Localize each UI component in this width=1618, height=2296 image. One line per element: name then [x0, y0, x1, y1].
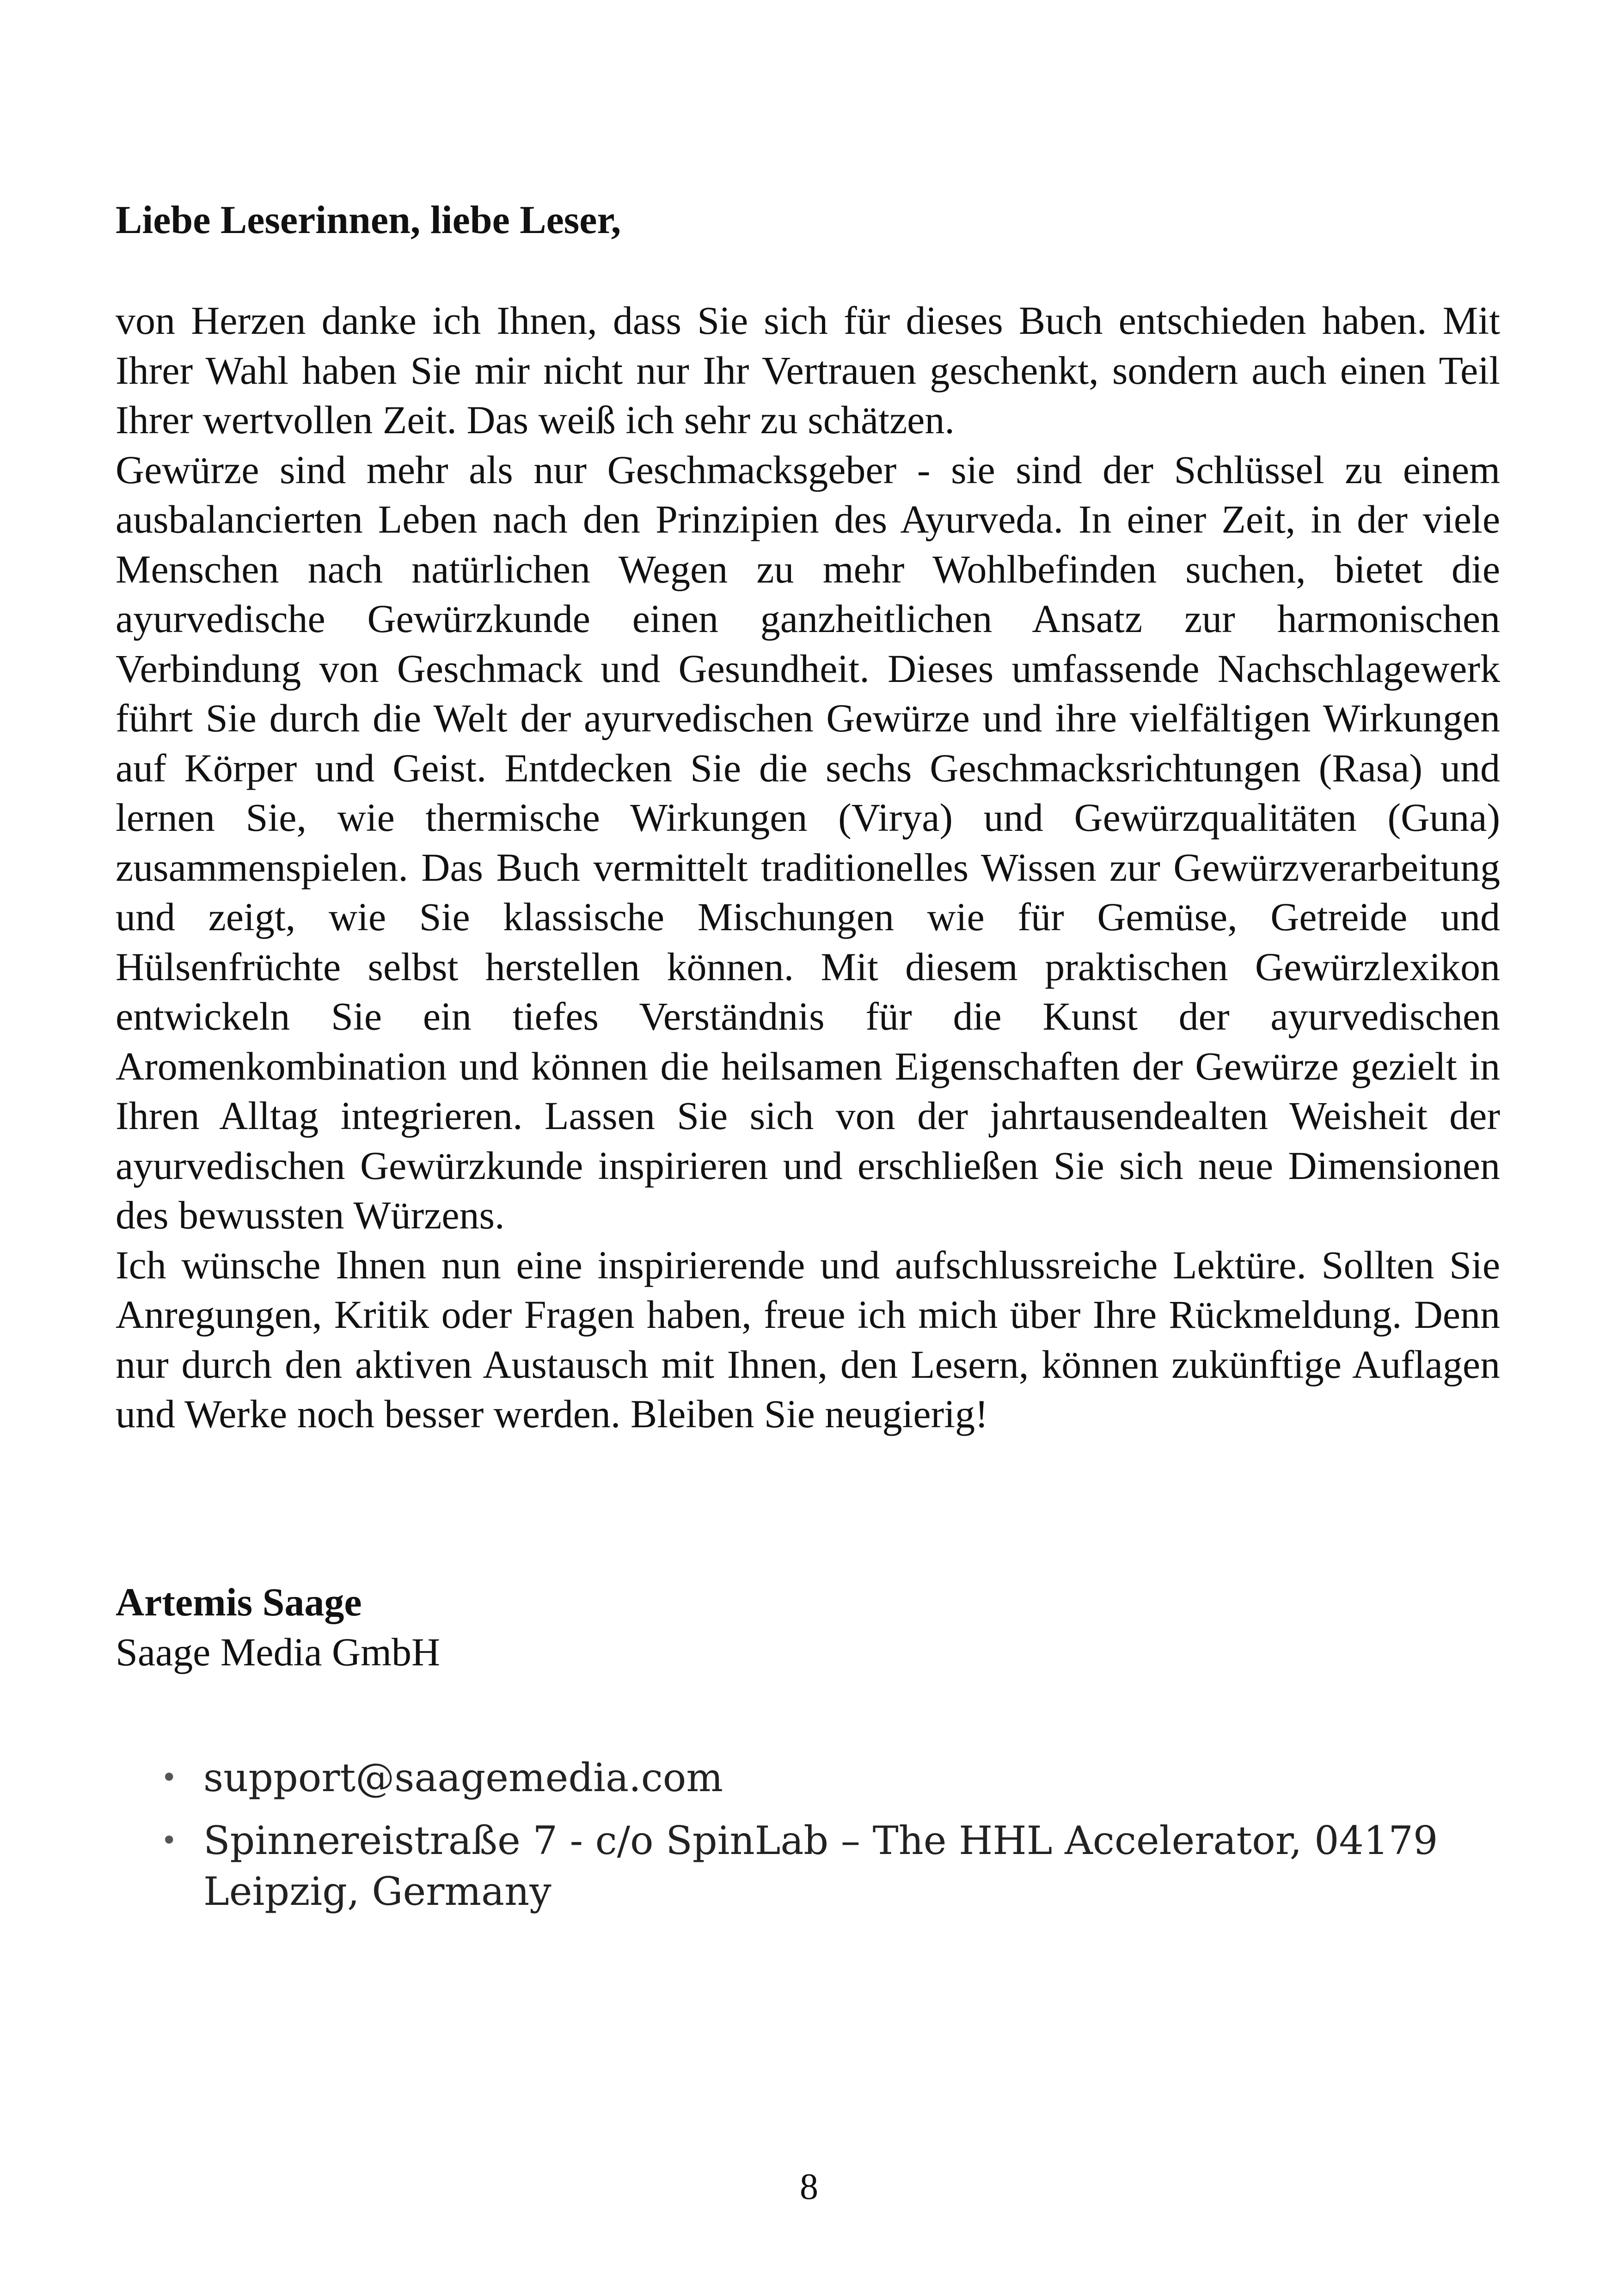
paragraph-book-description: Gewürze sind mehr als nur Geschmacksgeber - sie sind der Schlüssel zu einem ausbalancierten Leben nach den Prinzipien des Ayurveda. In einer Zeit, in der viele Menschen nach natürlichen Wegen zu mehr Wohlbefinden suchen, bietet die ayurvedische Gewürzkunde einen ganzheitlichen Ansatz zur harmonischen Verbindung von Geschmack und Gesundheit. Dieses umfassende Nachschlagewerk führt Sie durch die Welt der ayurvedischen Gewürze und ihre vielfältigen Wirkungen auf Körper und Geist. Entdecken Sie die sechs Geschmacksrichtungen (Rasa) und lernen Sie, wie thermische Wirkungen (Virya) und Gewürzqualitäten (Guna) zusammenspielen. Das Buch vermittelt traditionelles Wissen zur Gewürzverarbeitung und zeigt, wie Sie klassische Mischungen wie für Gemüse, Getreide und Hülsenfrüchte selbst herstellen können. Mit diesem praktischen Gewürzlexikon entwickeln Sie ein tiefes Verständnis für die Kunst der ayurvedischen Aromenkombination und können die heilsamen Eigenschaften der Gewürze gezielt in Ihren Alltag integrieren. Lassen Sie sich von der jahrtausendealten Weisheit der ayurvedischen Gewürzkunde inspirieren und erschließen Sie sich neue Dimensionen des bewussten Würzens.	[116, 447, 1500, 1237]
author-name: Artemis Saage	[116, 1580, 362, 1624]
bullet-icon: •	[161, 1824, 178, 1857]
letter-body	[116, 296, 1500, 1439]
bullet-icon: •	[161, 1762, 178, 1794]
paragraph-closing: Ich wünsche Ihnen nun eine inspirierende und aufschlussreiche Lektüre. Sollten Sie Anregungen, Kritik oder Fragen haben, freue ich mich über Ihre Rückmeldung. Denn nur durch den aktiven Austausch mit Ihnen, den Lesern, können zukünftige Auflagen und Werke noch besser werden. Bleiben Sie neugierig!	[116, 1242, 1500, 1436]
contact-address-item	[153, 1815, 1493, 1917]
page-number: 8	[800, 2167, 818, 2207]
paragraph-thanks: von Herzen danke ich Ihnen, dass Sie sich für dieses Buch entschieden haben. Mit Ihrer Wahl haben Sie mir nicht nur Ihr Vertrauen geschenkt, sondern auch einen Teil Ihrer wertvollen Zeit. Das weiß ich sehr zu schätzen.	[116, 298, 1500, 442]
contact-address: Spinnereistraße 7 - c/o SpinLab – The HHL Accelerator, 04179 Leipzig, Germany	[203, 1818, 1438, 1914]
contact-list	[153, 1752, 1493, 1929]
greeting-heading: Liebe Leserinnen, liebe Leser,	[116, 197, 621, 242]
contact-email[interactable]: support@saagemedia.com	[203, 1755, 723, 1800]
company-name: Saage Media GmbH	[116, 1629, 441, 1674]
contact-email-item	[153, 1752, 1493, 1803]
signature-block	[116, 1578, 440, 1677]
